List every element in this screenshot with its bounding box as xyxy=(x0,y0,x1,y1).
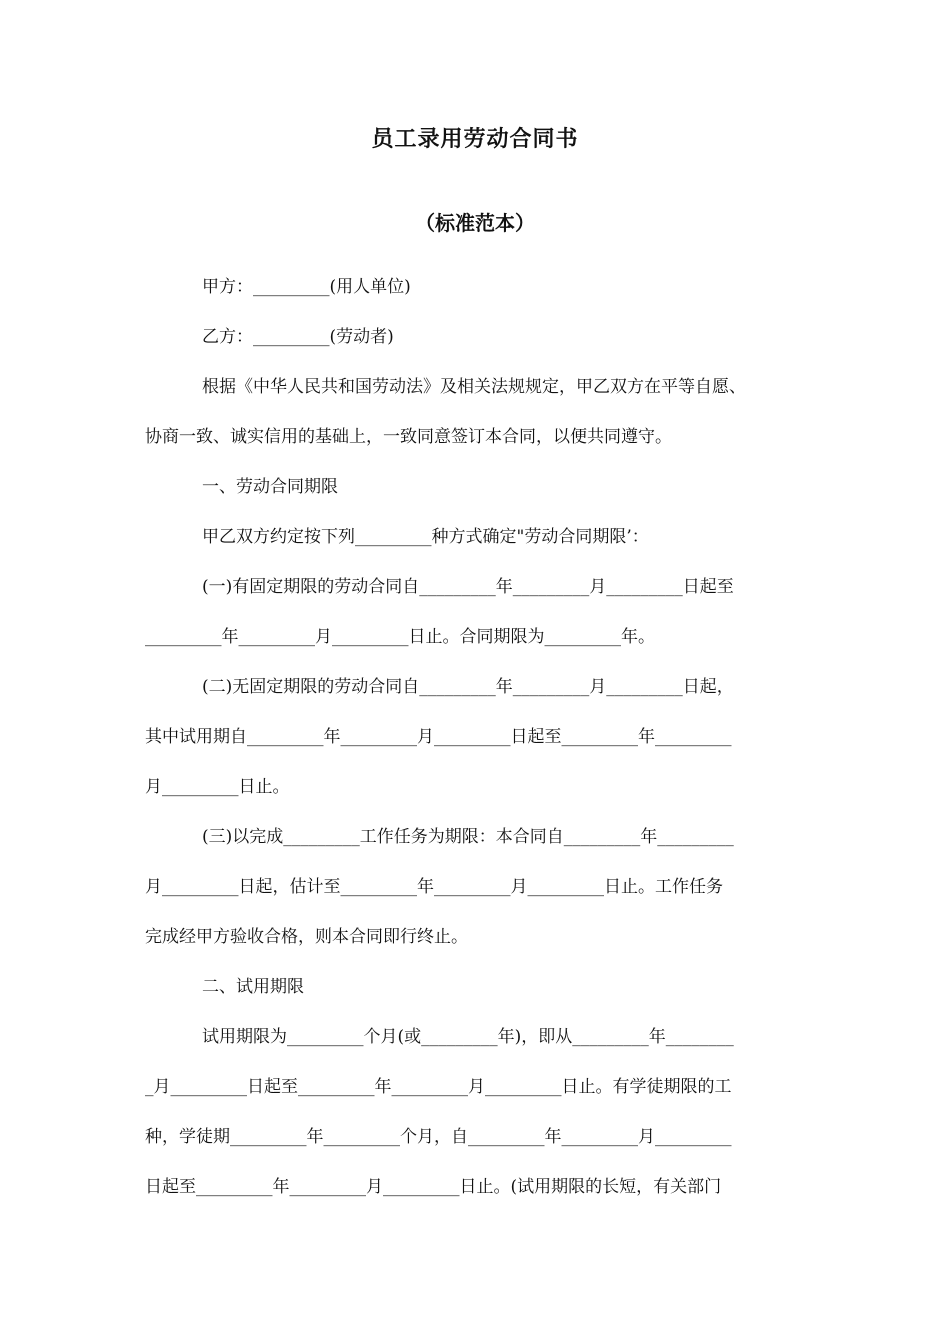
clause-3-line-1: (三)以完成_________工作任务为期限：本合同自_________年_________ xyxy=(202,827,734,847)
clause-1-line-1: (一)有固定期限的劳动合同自_________年_________月_________日起至 xyxy=(202,577,734,597)
probation-line-3: 种，学徒期_________年_________个月，自_________年_________月_________ xyxy=(145,1127,732,1147)
clause-2-line-3: 月_________日止。 xyxy=(145,777,290,797)
party-b-line: 乙方：_________(劳动者) xyxy=(202,327,394,347)
clause-3-line-2: 月_________日起，估计至_________年_________月_________日止。工作任务 xyxy=(145,877,723,897)
section-2-heading: 二、试用期限 xyxy=(202,977,304,997)
preamble-line-1: 根据《中华人民共和国劳动法》及相关法规规定，甲乙双方在平等自愿、 xyxy=(202,377,746,397)
probation-line-1: 试用期限为_________个月(或_________年)，即从_________年________ xyxy=(202,1027,734,1047)
probation-line-4: 日起至_________年_________月_________日止。(试用期限的长短，有关部门 xyxy=(145,1177,722,1197)
party-a-line: 甲方：_________(用人单位) xyxy=(202,277,411,297)
probation-line-2: _月_________日起至_________年_________月_________日止。有学徒期限的工 xyxy=(145,1077,732,1097)
clause-2-line-2: 其中试用期自_________年_________月_________日起至_________年_________ xyxy=(145,727,732,747)
clause-2-line-1: (二)无固定期限的劳动合同自_________年_________月_________日起， xyxy=(202,677,734,697)
preamble-line-2: 协商一致、诚实信用的基础上，一致同意签订本合同，以便共同遵守。 xyxy=(145,427,672,447)
section-1-intro: 甲乙双方约定按下列_________种方式确定"劳动合同期限’： xyxy=(202,527,649,547)
clause-1-line-2: _________年_________月_________日止。合同期限为_________年。 xyxy=(145,627,655,647)
clause-3-line-3: 完成经甲方验收合格，则本合同即行终止。 xyxy=(145,927,468,947)
section-1-heading: 一、劳动合同期限 xyxy=(202,477,338,497)
document-subtitle: （标准范本） xyxy=(415,211,535,235)
document-title: 员工录用劳动合同书 xyxy=(371,127,579,152)
